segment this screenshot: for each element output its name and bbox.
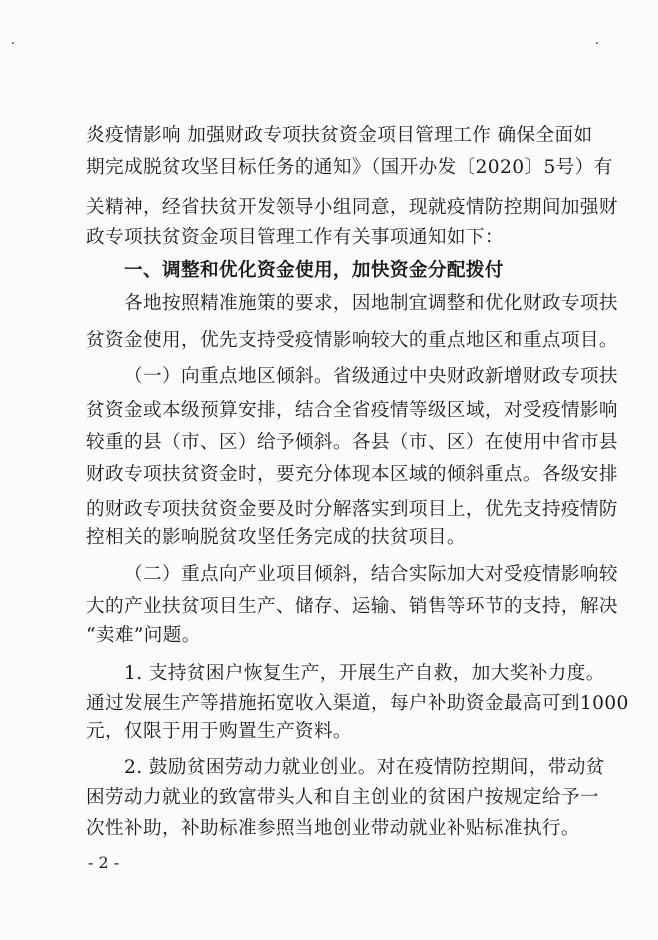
paragraph-line: 控相关的影响脱贫攻坚任务完成的扶贫项目。 bbox=[86, 527, 466, 548]
paragraph-line: 较重的县（市、区）给予倾斜。各县（市、区）在使用中省市县 bbox=[86, 432, 618, 453]
paragraph-line: 次性补助，补助标准参照当地创业带动就业补贴标准执行。 bbox=[86, 818, 580, 839]
paragraph-line: 各地按照精准施策的要求，因地制宜调整和优化财政专项扶 bbox=[124, 293, 618, 314]
paragraph-line: 2. 鼓励贫困劳动力就业创业。对在疫情防控期间，带动贫 bbox=[124, 757, 605, 778]
section-heading: 一、调整和优化资金使用，加快资金分配拨付 bbox=[124, 260, 504, 281]
page-number: - 2 - bbox=[88, 853, 120, 872]
paragraph-line: 贫资金使用，优先支持受疫情影响较大的重点地区和重点项目。 bbox=[86, 330, 618, 351]
paragraph-line: 大的产业扶贫项目生产、储存、运输、销售等环节的支持，解决 bbox=[86, 596, 618, 617]
paragraph-line: 困劳动力就业的致富带头人和自主创业的贫困户按规定给予一 bbox=[86, 787, 599, 808]
paragraph-line: 1. 支持贫困户恢复生产，开展生产自救，加大奖补力度。 bbox=[124, 663, 605, 684]
paragraph-line: “卖难”问题。 bbox=[86, 625, 201, 646]
scan-speck bbox=[596, 42, 598, 44]
paragraph-line: （一）向重点地区倾斜。省级通过中央财政新增财政专项扶 bbox=[124, 366, 618, 387]
intro-line: 期完成脱贫攻坚目标任务的通知》（国开办发〔2020〕5号）有 bbox=[86, 157, 613, 178]
paragraph-line: 财政专项扶贫资金时，要充分体现本区域的倾斜重点。各级安排 bbox=[86, 464, 618, 485]
intro-line: 关精神，经省扶贫开发领导小组同意，现就疫情防控期间加强财 bbox=[86, 197, 618, 218]
paragraph-line: 贫资金或本级预算安排，结合全省疫情等级区域，对受疫情影响 bbox=[86, 400, 618, 421]
intro-line: 政专项扶贫资金项目管理工作有关事项通知如下： bbox=[86, 227, 504, 248]
paragraph-line: 通过发展生产等措施拓宽收入渠道，每户补助资金最高可到1000 bbox=[86, 693, 629, 714]
intro-line: 炎疫情影响 加强财政专项扶贫资金项目管理工作 确保全面如 bbox=[86, 125, 593, 146]
paragraph-line: （二）重点向产业项目倾斜，结合实际加大对受疫情影响较 bbox=[124, 564, 618, 585]
paragraph-line: 元，仅限于用于购置生产资料。 bbox=[86, 721, 352, 742]
paragraph-line: 的财政专项扶贫资金要及时分解落实到项目上，优先支持疫情防 bbox=[86, 499, 618, 520]
scan-speck bbox=[12, 42, 14, 44]
